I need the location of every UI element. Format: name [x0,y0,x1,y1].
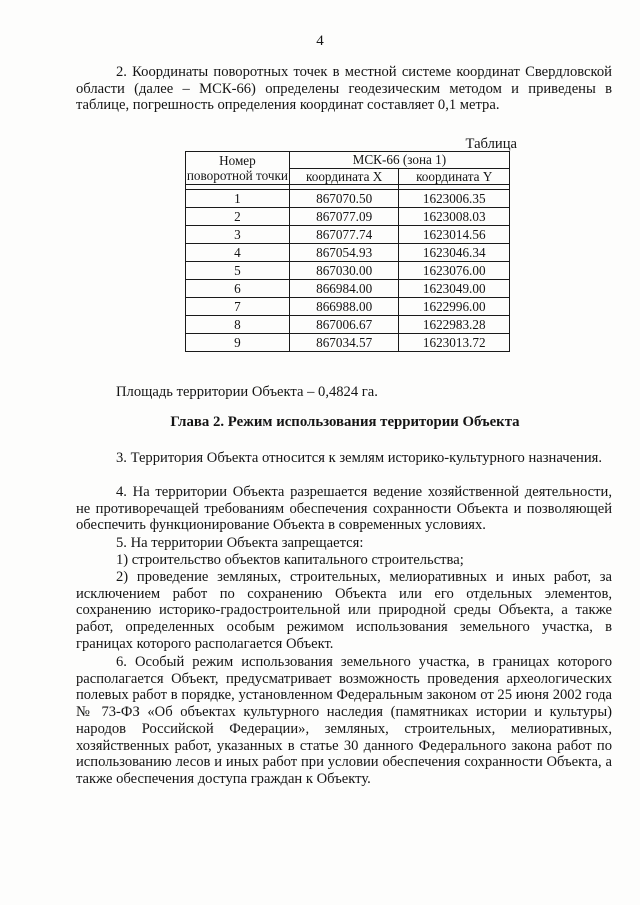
paragraph-special-regime: 6. Особый режим использования земельного участка, в границах которого располагается Объект, предусматривает возможность проведения археологических полевых работ в порядке, установленном Федеральным законом от 25 июня 2002 года № 73-ФЗ «Об объектах культурного наследия (памятниках истории и культуры) народов Российской Федерации», земляных, строительных, мелиоративных, хозяйственных работ, указанных в статье 30 данного Федерального закона работ по использованию лесов и иных работ при условии обеспечения сохранности Объекта, а также обеспечения доступа граждан к Объекту. [76,654,612,787]
point-number: 6 [186,280,290,298]
table-row [186,316,510,334]
coordinate-x: 867034.57 [289,334,399,352]
coordinate-y: 1623046.34 [399,244,510,262]
coordinate-x: 866984.00 [289,280,399,298]
header-point-number: Номер поворотной точки [186,152,288,183]
point-number: 9 [186,334,290,352]
point-number: 4 [186,244,290,262]
header-coordinate-system: МСК-66 (зона 1) [289,152,509,169]
table-row [186,298,510,316]
table-row [186,226,510,244]
paragraph-permitted-activity: 4. На территории Объекта разрешается ведение хозяйственной деятельности, не противоречащей требованиям обеспечения сохранности Объекта и позволяющей обеспечить функционирование Объекта в современных условиях. [76,484,612,534]
point-number: 3 [186,226,290,244]
point-number: 7 [186,298,290,316]
coordinate-x: 867054.93 [289,244,399,262]
coordinate-y: 1623014.56 [399,226,510,244]
paragraph-coordinates-intro: 2. Координаты поворотных точек в местной системе координат Свердловской области (далее – МСК-66) определены геодезическим методом и приведены в таблице, погрешность определения координат составляет 0,1 метра. [76,64,612,114]
coordinate-y: 1623006.35 [399,190,510,208]
coordinate-x: 867077.09 [289,208,399,226]
coordinate-x: 867030.00 [289,262,399,280]
table-row [186,208,510,226]
prohibition-item-2: 2) проведение земляных, строительных, мелиоративных и иных работ, за исключением работ по сохранению Объекта или его отдельных элементов, сохранению историко-градостроительной или природной среды Объекта, а также работ, определенных особым режимом использования земельного участка, в границах которого располагается Объект. [76,569,612,652]
table-row [186,280,510,298]
paragraph-land-category: 3. Территория Объекта относится к землям историко-культурного назначения. [116,450,603,466]
point-number: 2 [186,208,290,226]
chapter-title: Глава 2. Режим использования территории Объекта [170,414,520,430]
header-x: координата X [289,168,399,185]
coordinates-table [185,151,510,352]
coordinate-y: 1623008.03 [399,208,510,226]
header-y: координата Y [399,168,510,185]
paragraph-prohibitions: 5. На территории Объекта запрещается: [116,535,364,551]
coordinate-y: 1623076.00 [399,262,510,280]
point-number: 1 [186,190,290,208]
point-number: 5 [186,262,290,280]
coordinate-x: 867070.50 [289,190,399,208]
table-row [186,262,510,280]
page-number: 4 [316,33,324,49]
table-row [186,190,510,208]
coordinate-y: 1623049.00 [399,280,510,298]
area-statement: Площадь территории Объекта – 0,4824 га. [116,384,378,400]
coordinate-x: 867077.74 [289,226,399,244]
coordinate-y: 1623013.72 [399,334,510,352]
coordinate-y: 1622983.28 [399,316,510,334]
coordinate-x: 867006.67 [289,316,399,334]
coordinate-x: 866988.00 [289,298,399,316]
prohibition-item-1: 1) строительство объектов капитального строительства; [116,552,464,568]
table-caption: Таблица [465,136,517,152]
point-number: 8 [186,316,290,334]
coordinate-y: 1622996.00 [399,298,510,316]
table-row [186,334,510,352]
table-row [186,244,510,262]
